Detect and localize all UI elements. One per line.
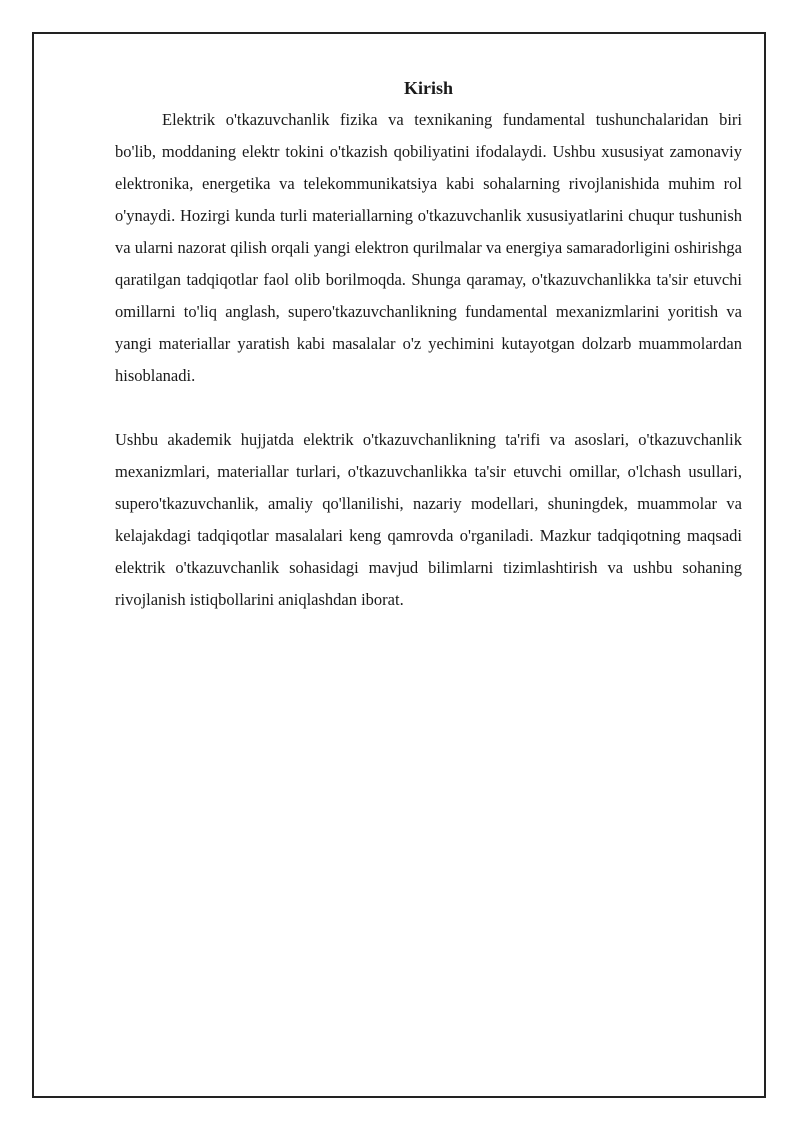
intro-paragraph-2: Ushbu akademik hujjatda elektrik o'tkazuvchanlikning ta'rifi va asoslari, o'tkazuvchanlik mexanizmlari, materiallar turlari, o'tkazuvchanlikka ta'sir etuvchi omillar, o'lchash usullari, supero'tkazuvchanlik, amaliy qo'llanilishi, nazariy modellari, shuningdek, muammolar va kelajakdagi tadqiqotlar masalalari keng qamrovda o'rganiladi. Mazkur tadqiqotning maqsadi elektrik o'tkazuvchanlik sohasidagi mavjud bilimlarni tizimlashtirish va ushbu sohaning rivojlanish istiqbollarini aniqlashdan iborat. <box>115 430 742 609</box>
page-content <box>115 72 742 616</box>
intro-paragraph-1: Elektrik o'tkazuvchanlik fizika va texnikaning fundamental tushunchalaridan biri bo'lib, moddaning elektr tokini o'tkazish qobiliyatini ifodalaydi. Ushbu xususiyat zamonaviy elektronika, energetika va telekommunikatsiya kabi sohalarning rivojlanishida muhim rol o'ynaydi. Hozirgi kunda turli materiallarning o'tkazuvchanlik xususiyatlarini chuqur tushunish va ularni nazorat qilish orqali yangi elektron qurilmalar va energiya samaradorligini oshirishga qaratilgan tadqiqotlar faol olib borilmoqda. Shunga qaramay, o'tkazuvchanlikka ta'sir etuvchi omillarni to'liq anglash, supero'tkazuvchanlikning fundamental mexanizmlarini yoritish va yangi materiallar yaratish kabi masalalar o'z yechimini kutayotgan dolzarb muammolardan hisoblanadi. <box>115 110 742 385</box>
paragraph-spacer <box>115 392 742 424</box>
section-title: Kirish <box>403 78 453 98</box>
